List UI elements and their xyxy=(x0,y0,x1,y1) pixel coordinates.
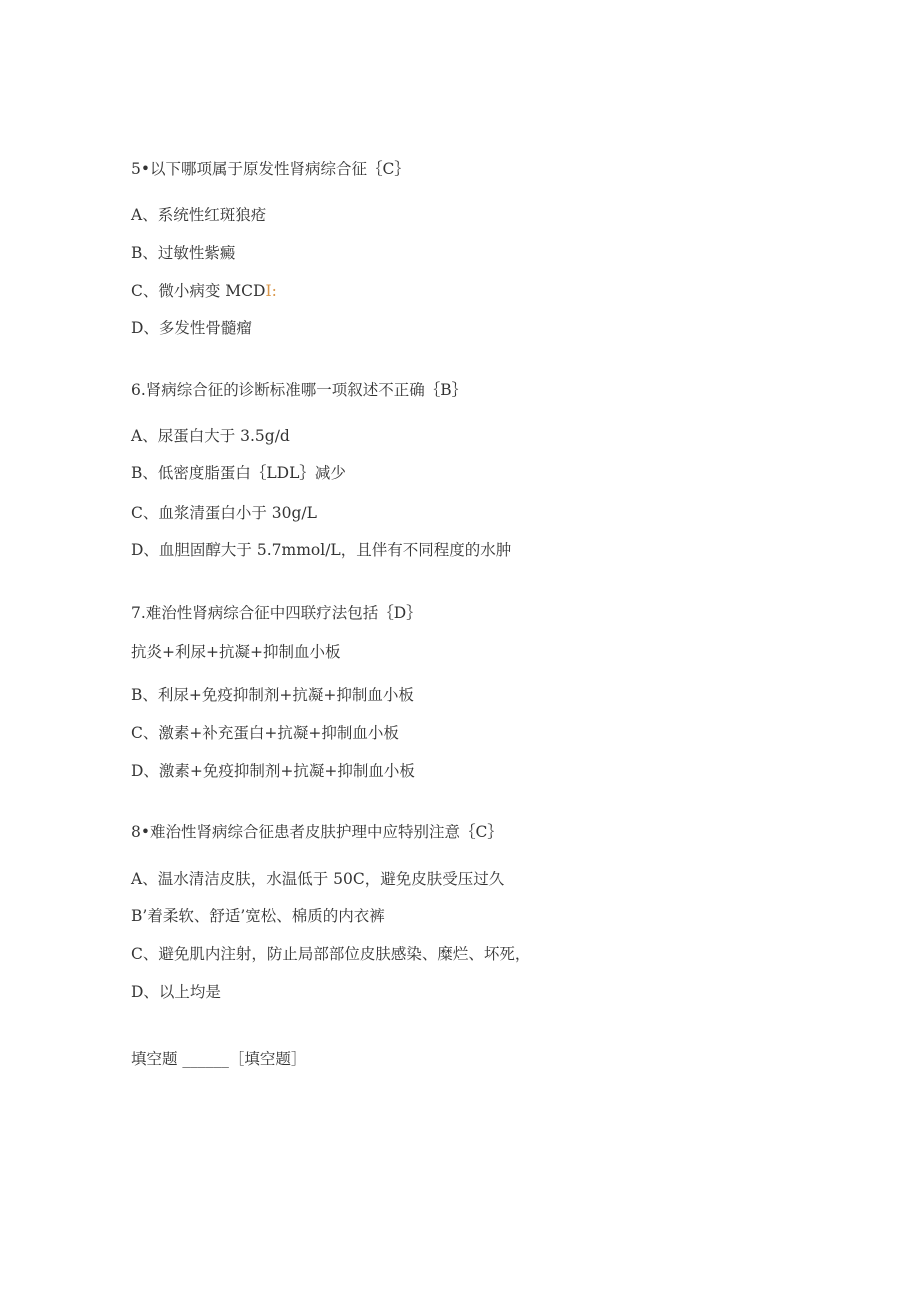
question-8-option-c: C、避免肌内注射，防止局部部位皮肤感染、糜烂、坏死， xyxy=(131,945,531,963)
question-7-option-d: D、激素+免疫抑制剂+抗凝+抑制血小板 xyxy=(131,762,415,780)
question-5-title: 5•以下哪项属于原发性肾病综合征｛C｝ xyxy=(131,160,410,178)
question-5-option-c-text: C、微小病变 MCD xyxy=(131,282,266,300)
question-6-option-c: C、血浆清蛋白小于 30g∕L xyxy=(131,504,317,522)
question-5-option-d: D、多发性骨髓瘤 xyxy=(131,319,252,337)
question-7-option-a: 抗炎+利尿+抗凝+抑制血小板 xyxy=(131,643,341,661)
question-6-option-b: B、低密度脂蛋白｛LDL｝减少 xyxy=(131,464,346,482)
question-7-option-b: B、利尿+免疫抑制剂+抗凝+抑制血小板 xyxy=(131,686,414,704)
question-7-option-c: C、激素+补充蛋白+抗凝+抑制血小板 xyxy=(131,724,399,742)
question-6-option-a: A、尿蛋白大于 3.5g∕d xyxy=(131,427,290,445)
question-8-option-d: D、以上均是 xyxy=(131,983,221,1001)
question-6-title: 6.肾病综合征的诊断标准哪一项叙述不正确｛B｝ xyxy=(131,381,468,399)
question-8-option-a: A、温水清洁皮肤，水温低于 50C，避免皮肤受压过久 xyxy=(131,870,505,888)
question-5-option-c xyxy=(131,281,277,301)
question-6-option-d: D、血胆固醇大于 5.7mmol∕L，且伴有不同程度的水肿 xyxy=(131,541,512,559)
question-5-option-c-suffix: I: xyxy=(265,282,277,300)
question-8-title: 8•难治性肾病综合征患者皮肤护理中应特别注意｛C｝ xyxy=(131,823,503,841)
fill-blank-question: 填空题 ______［填空题］ xyxy=(131,1050,307,1068)
question-8-option-b: B’着柔软、舒适’宽松、棉质的内衣裤 xyxy=(131,907,385,925)
question-5-option-b: B、过敏性紫癜 xyxy=(131,244,236,262)
question-5-option-a: A、系统性红斑狼疮 xyxy=(131,206,267,224)
question-7-title: 7.难治性肾病综合征中四联疗法包括｛D｝ xyxy=(131,604,422,622)
